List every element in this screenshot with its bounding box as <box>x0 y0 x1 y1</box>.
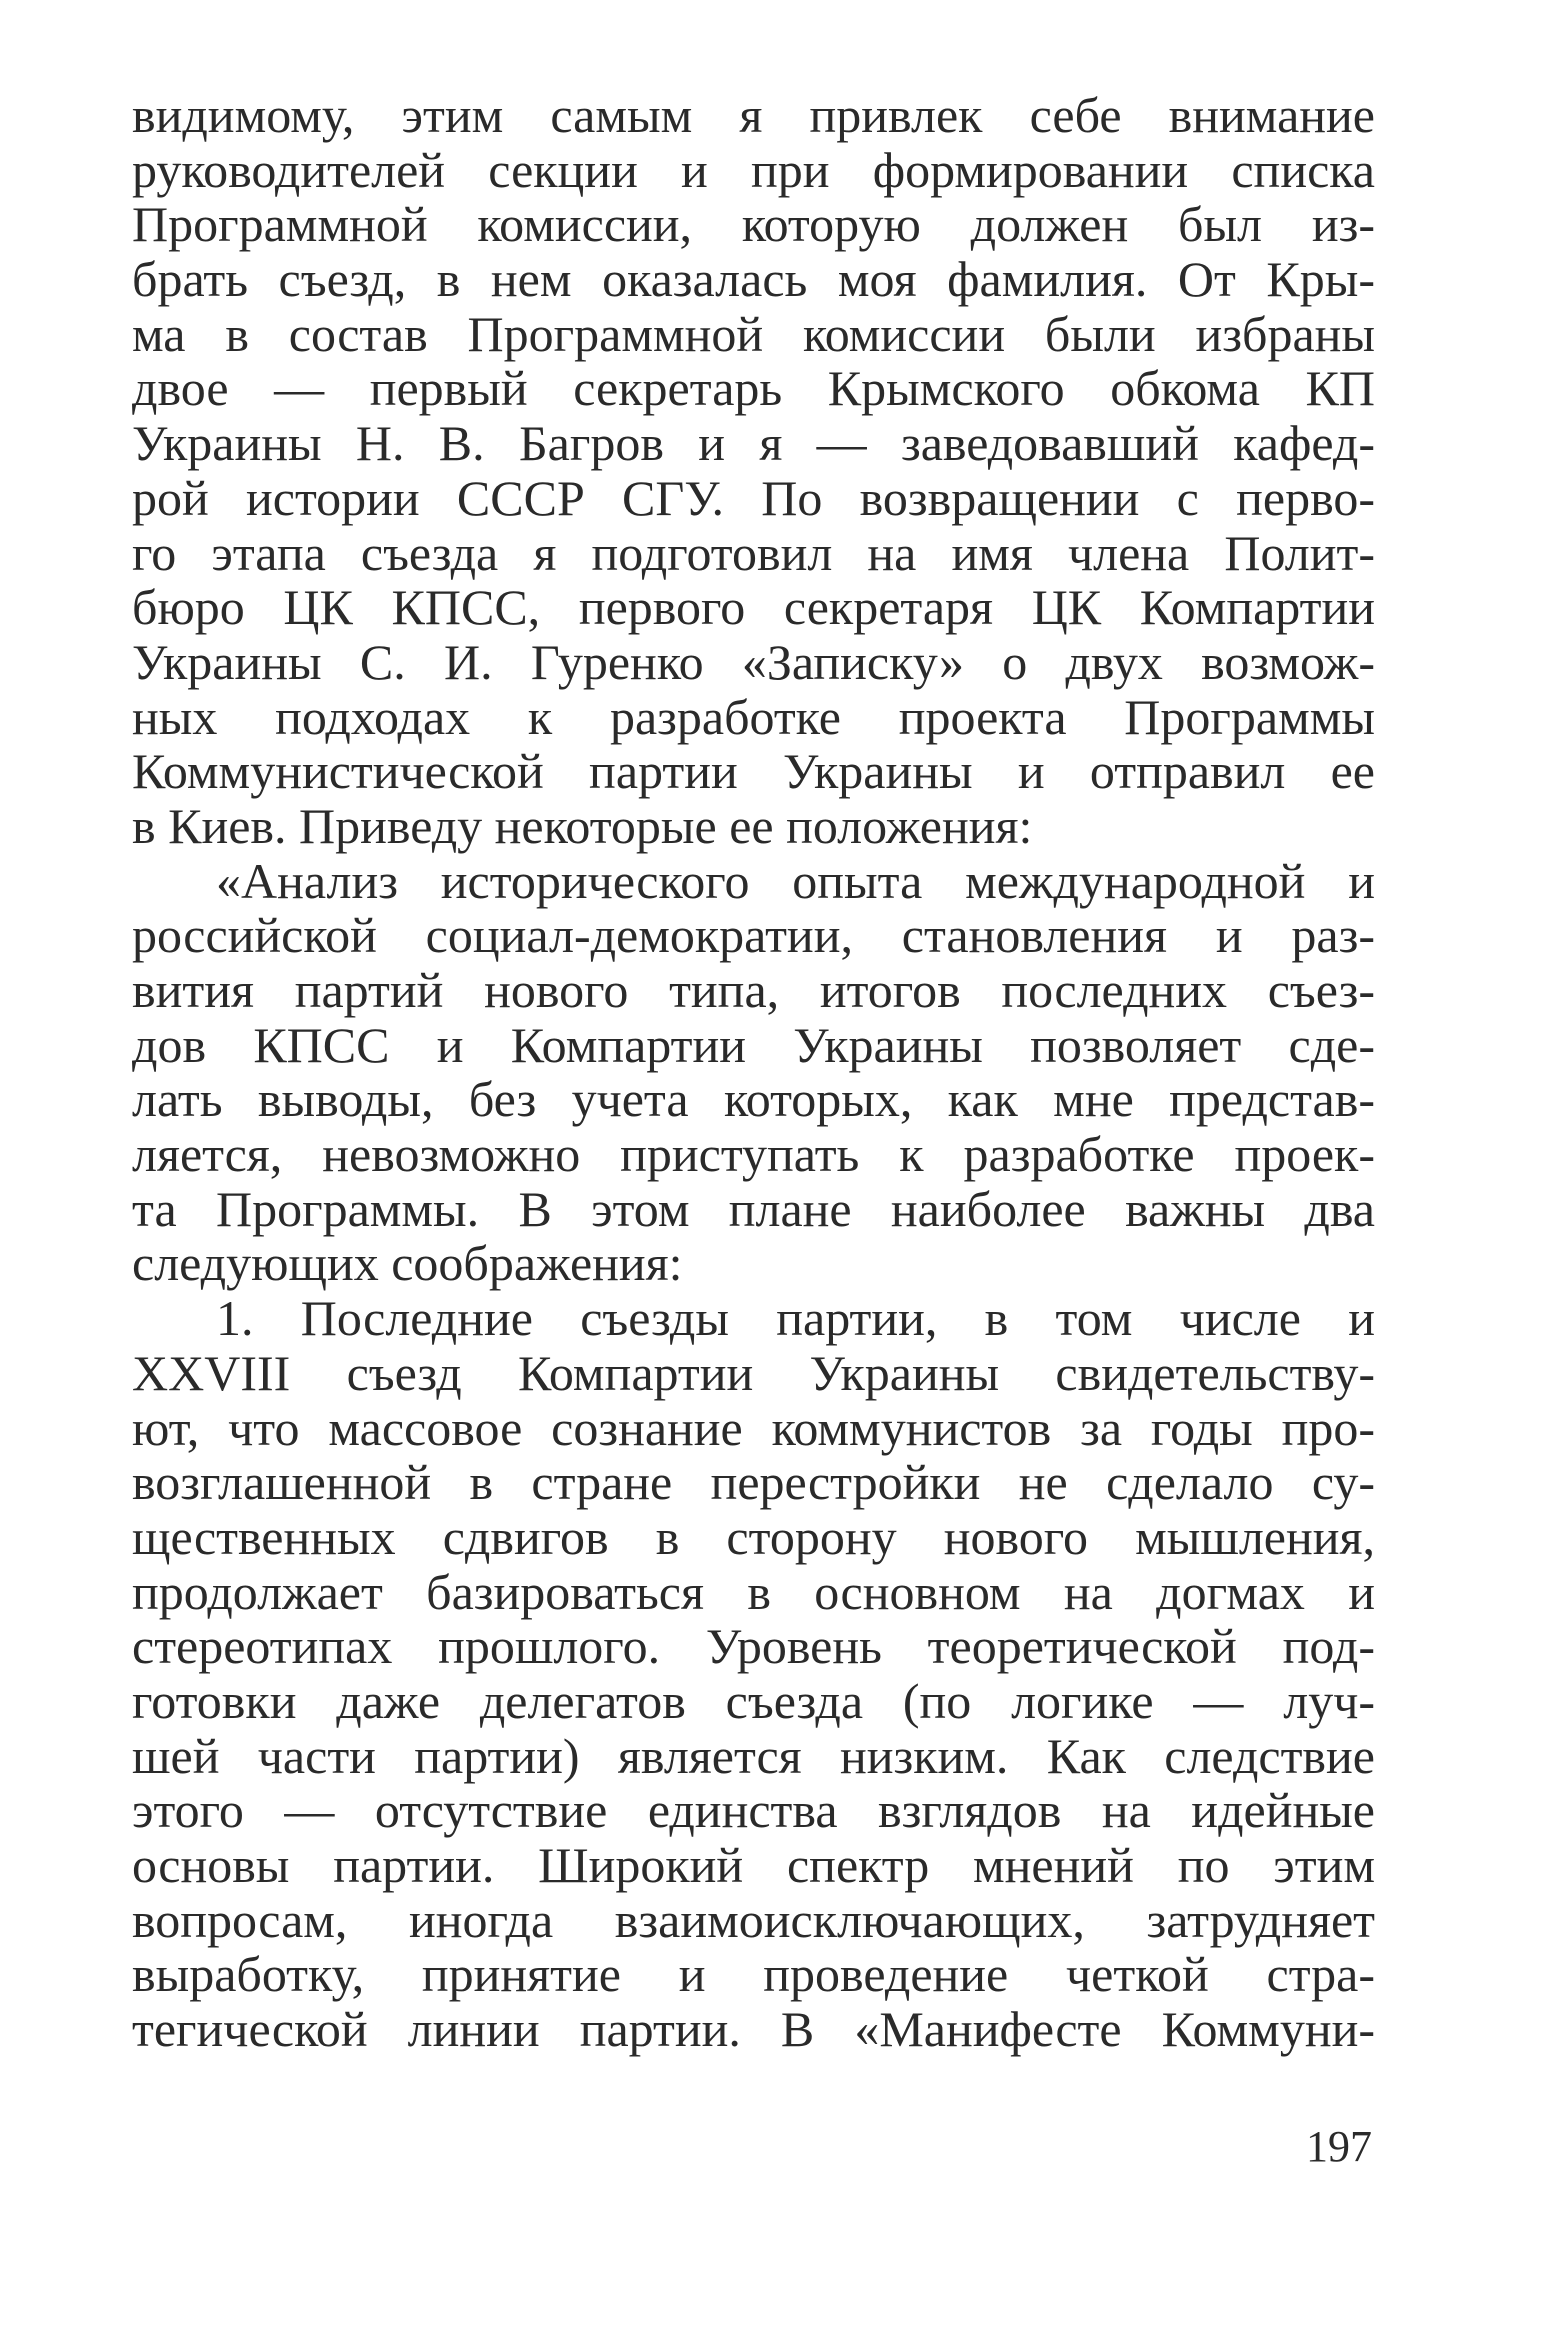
text-line: та Программы. В этом плане наиболее важны два <box>132 1180 1375 1237</box>
text-line: брать съезд, в нем оказалась моя фамилия. От Кры- <box>132 251 1375 308</box>
text-line: XXVIII съезд Компартии Украины свидетельству- <box>132 1344 1375 1401</box>
text-line: ют, что массовое сознание коммунистов за годы про- <box>132 1399 1375 1456</box>
paragraph-last-line: следующих соображения: <box>132 1235 683 1292</box>
text-line: шей части партии) является низким. Как следствие <box>132 1727 1375 1784</box>
text-line: рой истории СССР СГУ. По возвращении с перво- <box>132 469 1375 526</box>
text-line: лать выводы, без учета которых, как мне представ- <box>132 1071 1375 1128</box>
text-line: ляется, невозможно приступать к разработке проек- <box>132 1126 1375 1183</box>
text-line: Украины С. И. Гуренко «Записку» о двух возмож- <box>132 633 1375 690</box>
text-line: ных подходах к разработке проекта Программы <box>132 688 1375 745</box>
text-line: основы партии. Широкий спектр мнений по этим <box>132 1837 1375 1893</box>
text-line: Коммунистической партии Украины и отправил ее <box>132 743 1375 800</box>
paragraph-first-line: «Анализ исторического опыта международной и <box>216 852 1375 909</box>
text-line: ма в состав Программной комиссии были избраны <box>132 305 1375 362</box>
body-text <box>132 88 1375 2057</box>
text-line: этого — отсутствие единства взглядов на идейные <box>132 1782 1375 1839</box>
text-line: возглашенной в стране перестройки не сделало су- <box>132 1454 1375 1511</box>
text-line: дов КПСС и Компартии Украины позволяет сде- <box>132 1016 1375 1073</box>
text-line: готовки даже делегатов съезда (по логике — луч- <box>132 1672 1375 1729</box>
text-line: щественных сдвигов в сторону нового мышления, <box>132 1508 1375 1565</box>
text-line: продолжает базироваться в основном на догмах и <box>132 1563 1375 1620</box>
text-line: тегической линии партии. В «Манифесте Коммуни- <box>132 2001 1375 2058</box>
text-line: двое — первый секретарь Крымского обкома КП <box>132 360 1375 417</box>
text-line: выработку, принятие и проведение четкой стра- <box>132 1946 1375 2003</box>
text-line: вопросам, иногда взаимоисключающих, затрудняет <box>132 1891 1375 1948</box>
text-line: бюро ЦК КПСС, первого секретаря ЦК Компартии <box>132 579 1375 636</box>
text-line: российской социал-демократии, становления и раз- <box>132 907 1375 964</box>
paragraph-last-line: в Киев. Приведу некоторые ее положения: <box>132 797 1033 854</box>
text-line: руководителей секции и при формировании списка <box>132 141 1375 198</box>
paragraph-first-line: 1. Последние съезды партии, в том числе и <box>216 1290 1375 1347</box>
page-number: 197 <box>1306 2122 1372 2171</box>
text-line: стереотипах прошлого. Уровень теоретической под- <box>132 1618 1375 1675</box>
text-line: Украины Н. В. Багров и я — заведовавший кафед- <box>132 415 1375 472</box>
text-line: го этапа съезда я подготовил на имя члена Полит- <box>132 524 1375 581</box>
text-line: вития партий нового типа, итогов последних съез- <box>132 962 1375 1018</box>
text-line: Программной комиссии, которую должен был из- <box>132 196 1375 253</box>
text-line: видимому, этим самым я привлек себе внимание <box>132 87 1375 143</box>
